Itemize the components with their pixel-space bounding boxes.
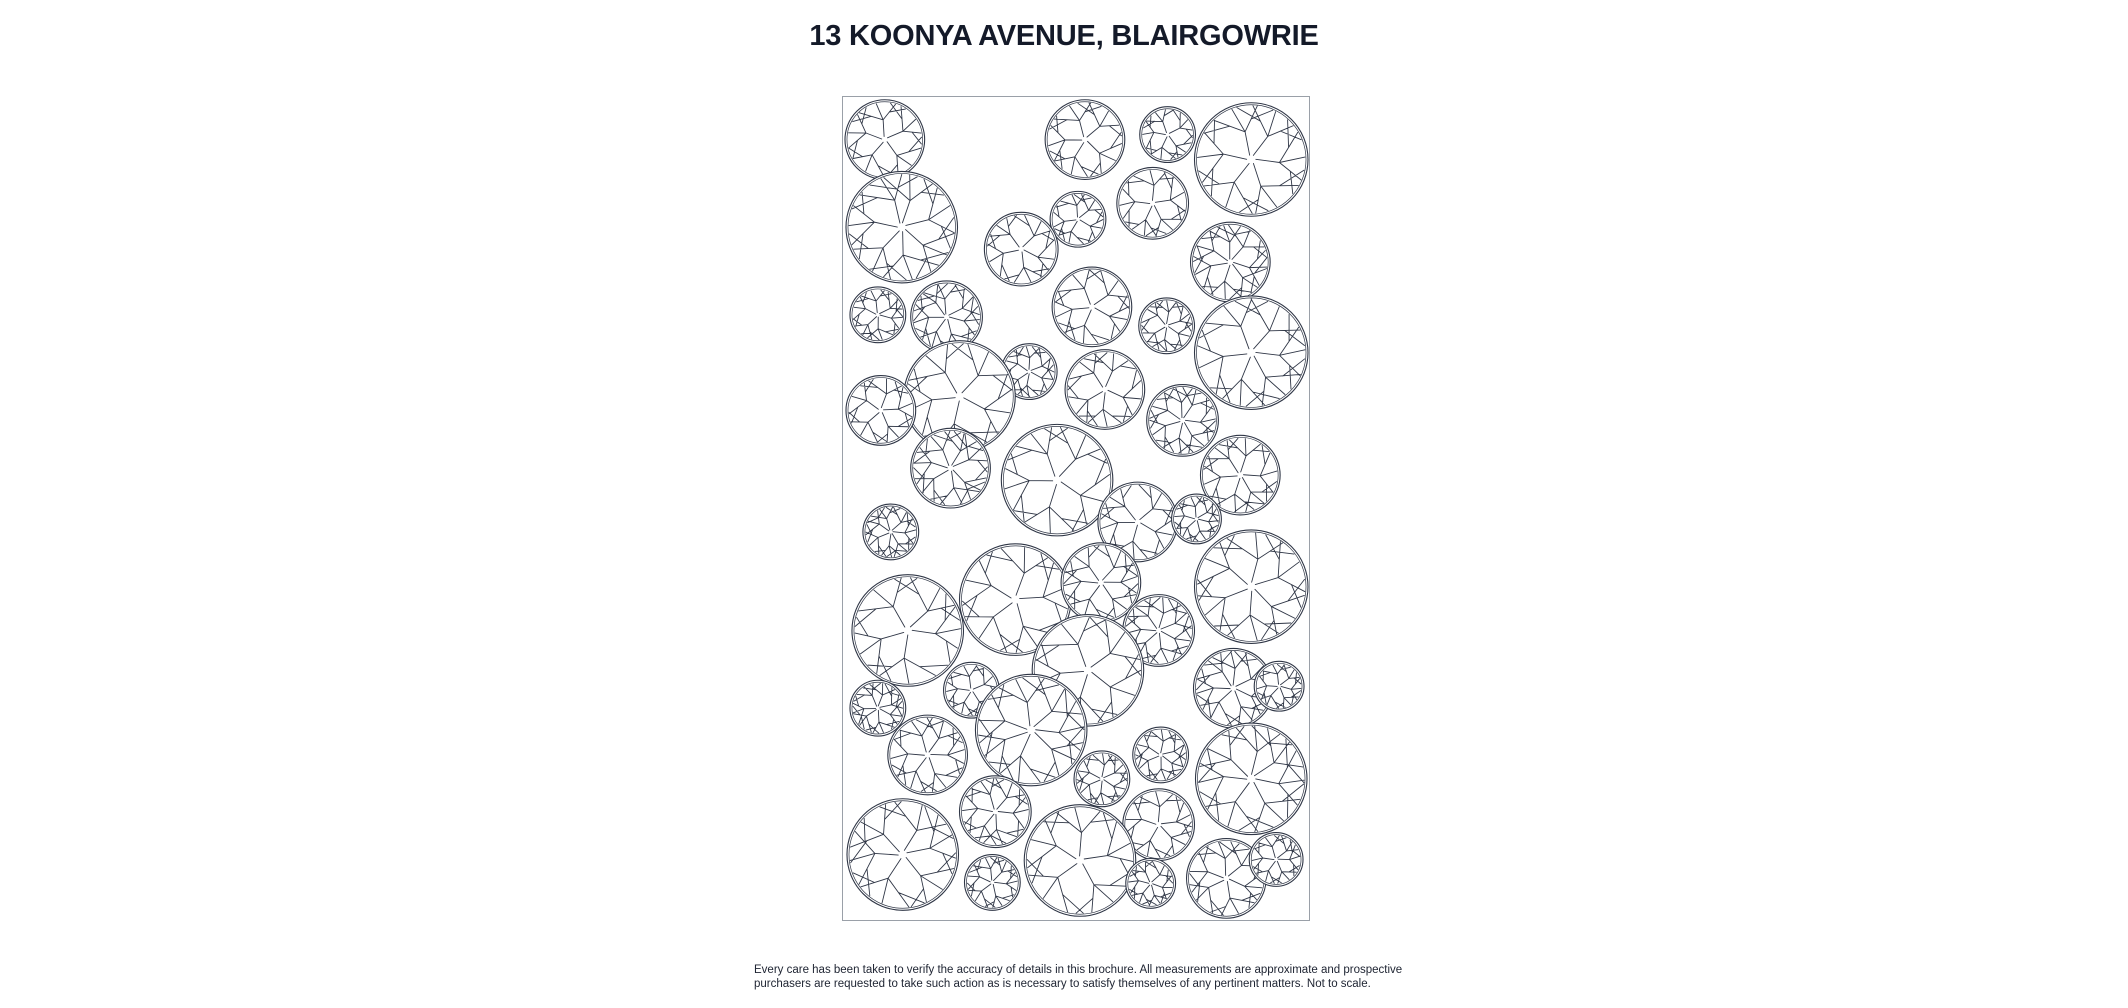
tree-canopy-icon: [888, 715, 968, 795]
tree-canopy-icon: [1065, 350, 1145, 430]
tree-canopy-icon: [1172, 494, 1222, 544]
tree-canopy-icon: [1191, 222, 1271, 302]
tree-canopy-icon: [1194, 530, 1308, 644]
tree-canopy-icon: [850, 287, 906, 343]
tree-canopy-icon: [1052, 267, 1132, 347]
tree-canopy-icon: [984, 212, 1058, 286]
tree-canopy-icon: [1195, 723, 1307, 835]
tree-canopy-icon: [850, 680, 906, 736]
disclaimer-line-1: Every care has been taken to verify the accuracy of details in this brochure. All measurements are approximate and prospective: [754, 964, 1403, 976]
tree-canopy-icon: [846, 376, 916, 446]
tree-canopy-icon: [1117, 167, 1189, 239]
tree-canopy-icon: [845, 100, 925, 180]
tree-canopy-icon: [1126, 858, 1176, 908]
tree-canopy-icon: [847, 799, 959, 911]
tree-canopy-icon: [1024, 805, 1136, 917]
tree-canopy-icon: [1147, 385, 1219, 457]
tree-canopy-icon: [1194, 296, 1308, 410]
disclaimer: [754, 963, 1414, 991]
tree-canopy-icon: [1140, 107, 1196, 163]
site-plan: [842, 96, 1310, 921]
tree-canopy-icon: [1133, 727, 1189, 783]
tree-canopy-plan: [843, 97, 1309, 920]
tree-canopy-icon: [1254, 661, 1304, 711]
disclaimer-line-2: purchasers are requested to take such action as is necessary to satisfy themselves of any pertinent matters. Not to scale.: [754, 978, 1371, 990]
tree-canopy-icon: [1139, 298, 1195, 354]
tree-canopy-icon: [960, 776, 1032, 848]
tree-canopy-icon: [1001, 424, 1113, 536]
page-title: 13 KOONYA AVENUE, BLAIRGOWRIE: [809, 20, 1319, 52]
tree-canopy-icon: [1194, 103, 1308, 217]
tree-canopy-icon: [975, 674, 1087, 786]
tree-canopy-icon: [1045, 100, 1125, 180]
tree-canopy-icon: [911, 428, 991, 508]
tree-canopy-icon: [1249, 833, 1303, 887]
tree-canopy-icon: [863, 504, 919, 560]
tree-canopy-icon: [1074, 751, 1130, 807]
tree-canopy-icon: [852, 575, 964, 687]
tree-canopy-icon: [964, 855, 1020, 911]
tree-canopy-icon: [846, 171, 958, 283]
tree-canopy-icon: [1050, 191, 1106, 247]
